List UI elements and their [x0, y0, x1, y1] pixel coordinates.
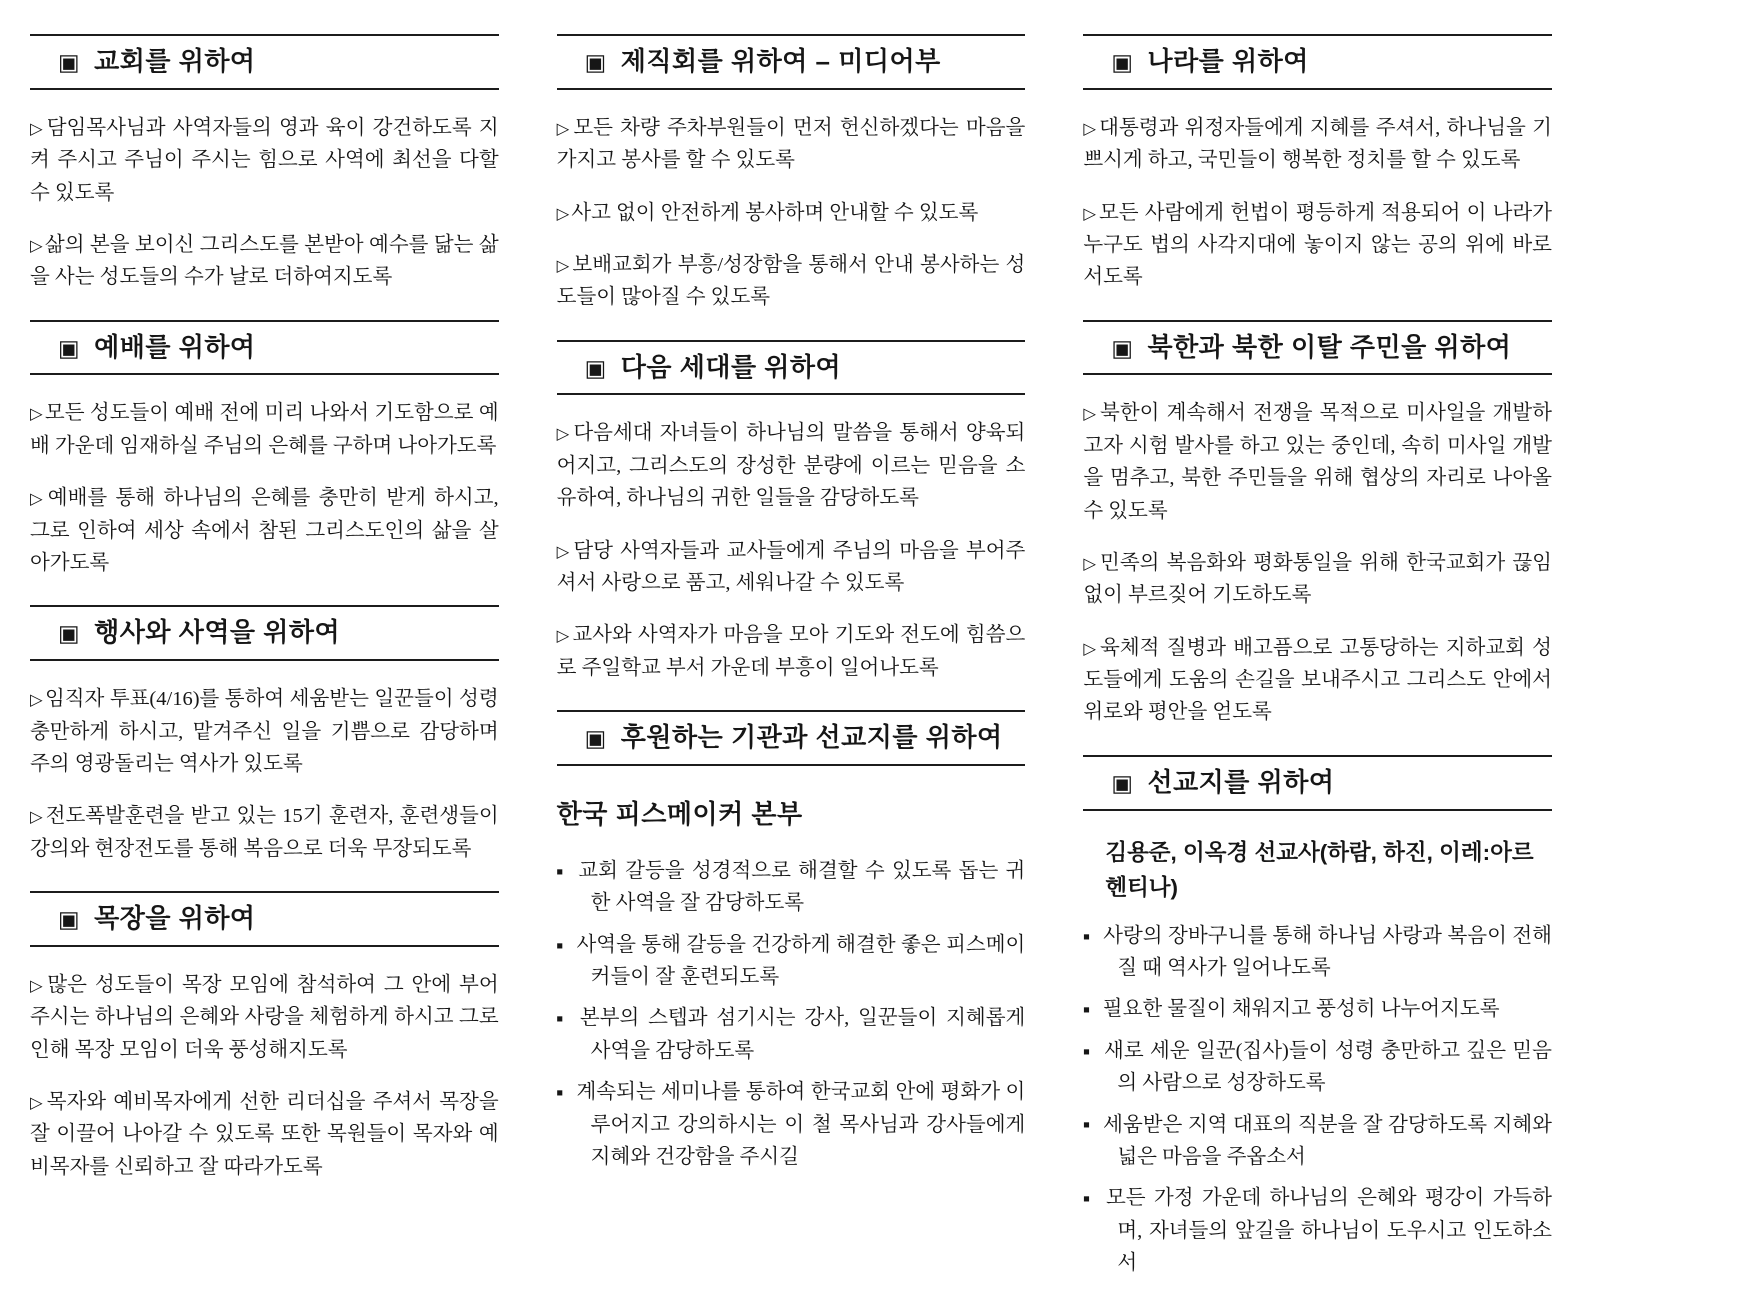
prayer-item: [1083, 1182, 1552, 1279]
header-square-icon: ▣: [584, 49, 607, 75]
prayer-section: [30, 34, 499, 294]
triangle-bullet-icon: ▷: [30, 975, 46, 995]
prayer-section: [557, 340, 1026, 684]
header-square-icon: ▣: [58, 334, 81, 361]
prayer-section: [557, 710, 1026, 1173]
prayer-item-text: 육체적 질병과 배고픔으로 고통당하는 지하교회 성도들에게 도움의 손길을 보내주시고 그리스도 안에서 위로와 평안을 얻도록: [1083, 636, 1552, 724]
prayer-item: [557, 619, 1026, 684]
square-bullet-icon: ■: [1083, 1046, 1092, 1058]
prayer-item-text: 새로 세운 일꾼(집사)들이 성령 충만하고 깊은 믿음의 사람으로 성장하도록: [1104, 1039, 1552, 1095]
triangle-bullet-icon: ▷: [30, 807, 44, 827]
prayer-item-text: 필요한 물질이 채워지고 풍성히 나누어지도록: [1102, 998, 1500, 1021]
section-header: [30, 34, 499, 90]
prayer-item-text: 목자와 예비목자에게 선한 리더십을 주셔서 목장을 잘 이끌어 나아갈 수 있도록 또한 목원들이 목자와 예비목자를 신뢰하고 잘 따라가도록: [30, 1090, 499, 1178]
prayer-item: [1083, 197, 1552, 294]
prayer-item-text: 삶의 본을 보이신 그리스도를 본받아 예수를 닮는 삶을 사는 성도들의 수가 날로 더하여지도록: [30, 233, 499, 289]
prayer-item-text: 북한이 계속해서 전쟁을 목적으로 미사일을 개발하고자 시험 발사를 하고 있는 중인데, 속히 미사일 개발을 멈추고, 북한 주민들을 위해 협상의 자리로 나아올 수 있도록: [1083, 402, 1552, 522]
prayer-section: [1083, 34, 1552, 294]
prayer-item: [557, 1002, 1026, 1067]
prayer-item-text: 사역을 통해 갈등을 건강하게 해결한 좋은 피스메이커들이 잘 훈련되도록: [576, 933, 1026, 989]
section-title: 제직회를 위하여 – 미디어부: [620, 46, 941, 76]
triangle-bullet-icon: ▷: [556, 118, 572, 138]
prayer-item-text: 보배교회가 부흥/성장함을 통해서 안내 봉사하는 성도들이 많아질 수 있도록: [556, 253, 1026, 309]
triangle-bullet-icon: ▷: [30, 489, 46, 509]
prayer-item-text: 대통령과 위정자들에게 지혜를 주셔서, 하나님을 기쁘시게 하고, 국민들이 행복한 정치를 할 수 있도록: [1083, 116, 1552, 172]
header-square-icon: ▣: [58, 620, 81, 647]
triangle-bullet-icon: ▷: [1083, 638, 1099, 658]
square-bullet-icon: ■: [556, 1088, 564, 1100]
triangle-bullet-icon: ▷: [30, 118, 45, 138]
prayer-item: [1083, 993, 1552, 1025]
prayer-item-text: 세움받은 지역 대표의 직분을 잘 감당하도록 지혜와 넓은 마음을 주옵소서: [1103, 1113, 1552, 1168]
section-header: [1083, 755, 1552, 811]
section-title: 북한과 북한 이탈 주민을 위하여: [1147, 331, 1512, 362]
prayer-section: [1083, 755, 1552, 1280]
organization-name: 한국 피스메이커 본부: [556, 798, 803, 829]
triangle-bullet-icon: ▷: [30, 404, 43, 424]
prayer-item: [557, 249, 1026, 314]
prayer-section: [30, 605, 499, 865]
triangle-bullet-icon: ▷: [30, 690, 43, 710]
prayer-section: [30, 320, 499, 580]
prayer-item: [30, 229, 499, 294]
section-title: 선교지를 위하여: [1147, 766, 1335, 797]
section-title: 다음 세대를 위하여: [620, 351, 842, 382]
prayer-item-text: 많은 성도들이 목장 모임에 참석하여 그 안에 부어 주시는 하나님의 은혜와 사랑을 체험하게 하시고 그로 인해 목장 모임이 더욱 풍성해지도록: [30, 973, 499, 1061]
square-bullet-icon: ■: [1083, 1005, 1090, 1017]
column-1: [30, 34, 499, 1288]
section-title: 예배를 위하여: [94, 331, 256, 362]
header-square-icon: ▣: [584, 725, 607, 752]
prayer-item: [1083, 1109, 1552, 1174]
prayer-section: [557, 34, 1026, 314]
section-title: 교회를 위하여: [94, 46, 256, 76]
triangle-bullet-icon: ▷: [1083, 203, 1097, 223]
square-bullet-icon: ■: [1083, 1120, 1091, 1132]
prayer-item: [30, 683, 499, 780]
triangle-bullet-icon: ▷: [556, 626, 571, 646]
prayer-item-text: 모든 사람에게 헌법이 평등하게 적용되어 이 나라가 누구도 법의 사각지대에 놓이지 않는 공의 위에 바로 서도록: [1083, 201, 1552, 289]
prayer-item: [1083, 632, 1552, 729]
prayer-item: [1083, 112, 1552, 177]
prayer-item-text: 계속되는 세미나를 통하여 한국교회 안에 평화가 이루어지고 강의하시는 이 철 목사님과 강사들에게 지혜와 건강함을 주시길: [576, 1081, 1026, 1168]
prayer-item-text: 담임목사님과 사역자들의 영과 육이 강건하도록 지켜 주시고 주님이 주시는 힘으로 사역에 최선을 다할 수 있도록: [30, 116, 499, 204]
prayer-item-text: 예배를 통해 하나님의 은혜를 충만히 받게 하시고, 그로 인하여 세상 속에서 참된 그리스도인의 삶을 살아가도록: [30, 487, 499, 574]
triangle-bullet-icon: ▷: [556, 424, 572, 444]
header-square-icon: ▣: [1111, 769, 1134, 796]
triangle-bullet-icon: ▷: [30, 235, 43, 255]
prayer-item: [557, 417, 1026, 514]
prayer-item: [557, 112, 1026, 177]
square-bullet-icon: ■: [1083, 931, 1091, 943]
prayer-item: [30, 397, 499, 462]
column-3: [1083, 34, 1552, 1288]
square-bullet-icon: ■: [556, 866, 566, 878]
prayer-item-text: 교사와 사역자가 마음을 모아 기도와 전도에 힘씀으로 주일학교 부서 가운데 부흥이 일어나도록: [556, 624, 1026, 679]
prayer-item: [30, 482, 499, 579]
section-title: 후원하는 기관과 선교지를 위하여: [620, 722, 1003, 753]
prayer-section: [30, 891, 499, 1183]
triangle-bullet-icon: ▷: [556, 255, 571, 275]
section-header: [557, 710, 1026, 766]
prayer-item-text: 담당 사역자들과 교사들에게 주님의 마음을 부어주셔서 사랑으로 품고, 세워나갈 수 있도록: [556, 539, 1026, 594]
prayer-item: [30, 800, 499, 865]
prayer-item-text: 민족의 복음화와 평화통일을 위해 한국교회가 끊임없이 부르짖어 기도하도록: [1083, 551, 1552, 607]
prayer-item: [557, 855, 1026, 920]
square-bullet-icon: ■: [556, 1014, 567, 1026]
header-square-icon: ▣: [584, 354, 607, 381]
triangle-bullet-icon: ▷: [30, 1092, 45, 1112]
section-header: [1083, 34, 1552, 90]
header-square-icon: ▣: [58, 49, 81, 75]
prayer-item-text: 본부의 스텝과 섬기시는 강사, 일꾼들이 지혜롭게 사역을 감당하도록: [579, 1007, 1026, 1062]
square-bullet-icon: ■: [1083, 1194, 1093, 1206]
prayer-item: [30, 969, 499, 1066]
section-header: [557, 340, 1026, 396]
prayer-item-text: 교회 갈등을 성경적으로 해결할 수 있도록 돕는 귀한 사역을 잘 감당하도록: [578, 859, 1026, 915]
header-square-icon: ▣: [1111, 334, 1134, 361]
prayer-item-text: 사랑의 장바구니를 통해 하나님 사랑과 복음이 전해질 때 역사가 일어나도록: [1103, 924, 1552, 980]
prayer-item: [1083, 920, 1552, 985]
prayer-item: [557, 535, 1026, 600]
prayer-item: [1083, 397, 1552, 527]
prayer-item: [30, 1086, 499, 1183]
prayer-item-text: 임직자 투표(4/16)를 통하여 세움받는 일꾼들이 성령 충만하게 하시고, 맡겨주신 일을 기쁨으로 감당하며 주의 영광돌리는 역사가 있도록: [30, 688, 499, 775]
prayer-item-text: 모든 성도들이 예배 전에 미리 나와서 기도함으로 예배 가운데 임재하실 주님의 은혜를 구하며 나아가도록: [30, 402, 499, 457]
column-2: [557, 34, 1026, 1288]
prayer-item: [557, 197, 1026, 229]
prayer-item: [1083, 547, 1552, 612]
section-title: 행사와 사역을 위하여: [94, 617, 341, 648]
prayer-item-text: 다음세대 자녀들이 하나님의 말씀을 통해서 양육되어지고, 그리스도의 장성한 분량에 이르는 믿음을 소유하여, 하나님의 귀한 일들을 감당하도록: [556, 422, 1026, 510]
prayer-item: [557, 1076, 1026, 1173]
section-title: 목장을 위하여: [94, 903, 256, 934]
prayer-item: [30, 112, 499, 209]
prayer-item-text: 모든 가정 가운데 하나님의 은혜와 평강이 가득하며, 자녀들의 앞길을 하나님이 도우시고 인도하소서: [1105, 1187, 1552, 1275]
prayer-item: [557, 929, 1026, 994]
missionary-names: 김용준, 이옥경 선교사(하람, 하진, 이레:아르헨티나): [1105, 839, 1534, 901]
prayer-item-text: 전도폭발훈련을 받고 있는 15기 훈련자, 훈련생들이 강의와 현장전도를 통해 복음으로 더욱 무장되도록: [30, 805, 499, 860]
section-header: [557, 34, 1026, 90]
section-header: [30, 320, 499, 376]
triangle-bullet-icon: ▷: [1083, 118, 1098, 138]
triangle-bullet-icon: ▷: [556, 203, 570, 223]
header-square-icon: ▣: [58, 906, 81, 933]
section-title: 나라를 위하여: [1147, 46, 1309, 76]
square-bullet-icon: ■: [556, 940, 564, 952]
header-square-icon: ▣: [1111, 49, 1134, 75]
prayer-section: [1083, 320, 1552, 729]
prayer-item-text: 사고 없이 안전하게 봉사하며 안내할 수 있도록: [571, 201, 979, 224]
triangle-bullet-icon: ▷: [1083, 404, 1099, 424]
prayer-item-text: 모든 차량 주차부원들이 먼저 헌신하겠다는 마음을 가지고 봉사를 할 수 있도록: [556, 116, 1026, 172]
triangle-bullet-icon: ▷: [556, 541, 572, 561]
triangle-bullet-icon: ▷: [1083, 553, 1099, 573]
prayer-item: [1083, 1035, 1552, 1100]
section-header: [30, 891, 499, 947]
section-header: [30, 605, 499, 661]
section-header: [1083, 320, 1552, 376]
